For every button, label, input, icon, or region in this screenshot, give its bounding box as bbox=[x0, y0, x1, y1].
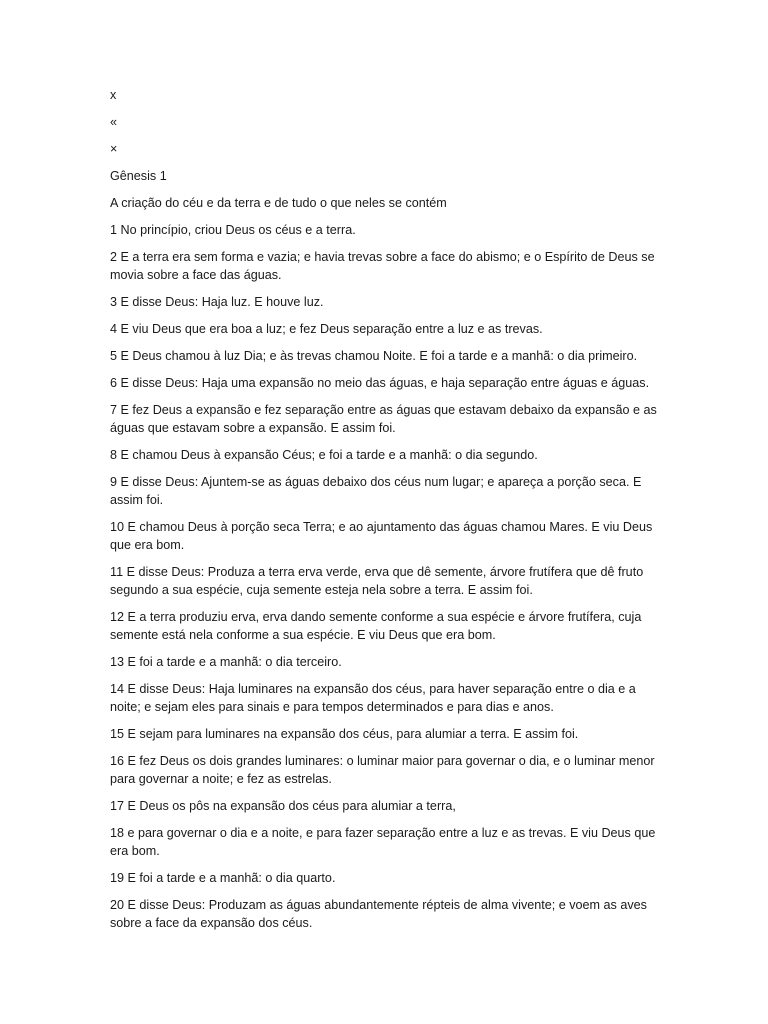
close-times-icon[interactable]: × bbox=[110, 142, 118, 156]
verse-18: 18 e para governar o dia e a noite, e para fazer separação entre a luz e as trevas. E viu Deus que era bom. bbox=[110, 826, 656, 858]
chapter-title: Gênesis 1 bbox=[110, 169, 167, 183]
section-heading: A criação do céu e da terra e de tudo o que neles se contém bbox=[110, 196, 447, 210]
verse-13: 13 E foi a tarde e a manhã: o dia terceiro. bbox=[110, 655, 342, 669]
verse-14: 14 E disse Deus: Haja luminares na expansão dos céus, para haver separação entre o dia e a noite; e sejam eles para sinais e para tempos determinados e para dias e anos. bbox=[110, 682, 636, 714]
close-icon[interactable]: x bbox=[110, 88, 117, 102]
verse-7: 7 E fez Deus a expansão e fez separação entre as águas que estavam debaixo da expansão e as águas que estavam sobre a expansão. E assim foi. bbox=[110, 403, 657, 435]
verse-5: 5 E Deus chamou à luz Dia; e às trevas chamou Noite. E foi a tarde e a manhã: o dia primeiro. bbox=[110, 349, 638, 363]
verse-2: 2 E a terra era sem forma e vazia; e havia trevas sobre a face do abismo; e o Espírito de Deus se movia sobre a face das águas. bbox=[110, 250, 655, 282]
verse-4: 4 E viu Deus que era boa a luz; e fez Deus separação entre a luz e as trevas. bbox=[110, 322, 543, 336]
verse-16: 16 E fez Deus os dois grandes luminares: o luminar maior para governar o dia, e o luminar menor para governar a noite; e fez as estrelas. bbox=[110, 754, 655, 786]
verse-1: 1 No princípio, criou Deus os céus e a terra. bbox=[110, 223, 356, 237]
verse-12: 12 E a terra produziu erva, erva dando semente conforme a sua espécie e árvore frutífera, cuja semente está nela conforme a sua espécie. E viu Deus que era bom. bbox=[110, 610, 642, 642]
verse-3: 3 E disse Deus: Haja luz. E houve luz. bbox=[110, 295, 324, 309]
verse-15: 15 E sejam para luminares na expansão dos céus, para alumiar a terra. E assim foi. bbox=[110, 727, 579, 741]
verse-17: 17 E Deus os pôs na expansão dos céus para alumiar a terra, bbox=[110, 799, 456, 813]
verse-8: 8 E chamou Deus à expansão Céus; e foi a tarde e a manhã: o dia segundo. bbox=[110, 448, 538, 462]
verse-19: 19 E foi a tarde e a manhã: o dia quarto. bbox=[110, 871, 336, 885]
back-icon[interactable]: « bbox=[110, 115, 118, 129]
verse-9: 9 E disse Deus: Ajuntem-se as águas debaixo dos céus num lugar; e apareça a porção seca. E assim foi. bbox=[110, 475, 642, 507]
verse-20: 20 E disse Deus: Produzam as águas abundantemente répteis de alma vivente; e voem as aves sobre a face da expansão dos céus. bbox=[110, 898, 647, 930]
verse-11: 11 E disse Deus: Produza a terra erva verde, erva que dê semente, árvore frutífera que dê fruto segundo a sua espécie, cuja semente esteja nela sobre a terra. E assim foi. bbox=[110, 565, 644, 597]
document-page bbox=[110, 86, 660, 941]
verse-6: 6 E disse Deus: Haja uma expansão no meio das águas, e haja separação entre águas e águas. bbox=[110, 376, 650, 390]
verse-10: 10 E chamou Deus à porção seca Terra; e ao ajuntamento das águas chamou Mares. E viu Deus que era bom. bbox=[110, 520, 653, 552]
